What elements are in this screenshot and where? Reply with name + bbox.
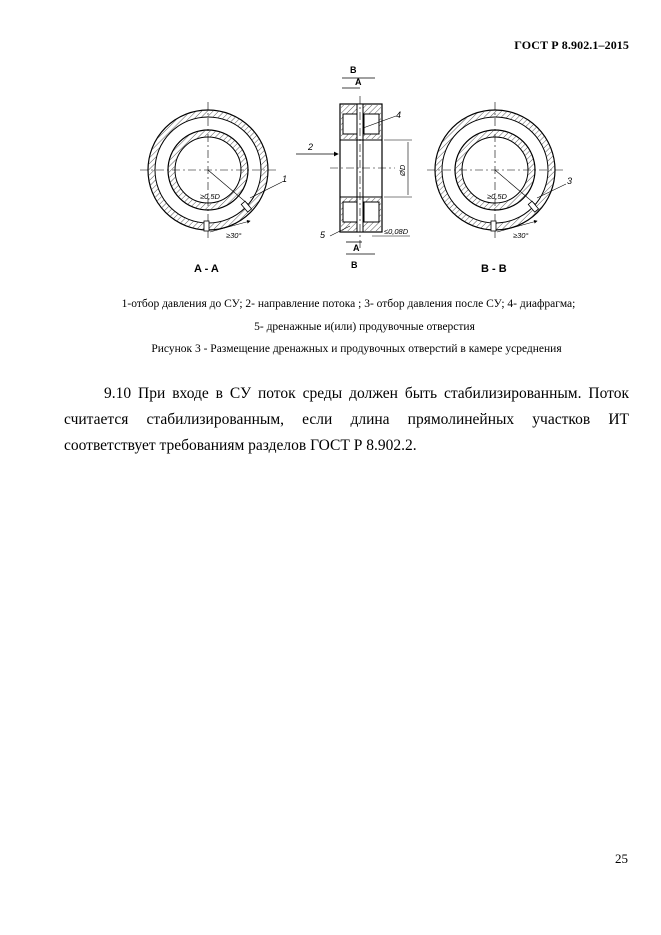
middle-section-view bbox=[296, 65, 412, 270]
right-callout-3: 3 bbox=[567, 176, 573, 186]
left-callout-1: 1 bbox=[282, 174, 288, 184]
middle-callout-5: 5 bbox=[320, 230, 326, 240]
left-angle-30: ≥30° bbox=[226, 231, 242, 240]
left-ring-view bbox=[140, 102, 287, 275]
middle-a-bottom: A bbox=[353, 243, 360, 253]
page-number: 25 bbox=[615, 851, 628, 866]
left-dim-half-d: ≥0,5D bbox=[200, 192, 220, 201]
middle-dim-d: ØD bbox=[398, 164, 407, 176]
right-ring-view bbox=[427, 102, 572, 275]
left-section-label: A - A bbox=[194, 263, 219, 275]
document-header: ГОСТ Р 8.902.1–2015 bbox=[514, 38, 629, 52]
figure-legend-line-2: 5- дренажные и(или) продувочные отверстия bbox=[254, 321, 475, 333]
middle-dim-gap: ≤0,08D bbox=[384, 227, 409, 236]
figure-legend-line-1: 1-отбор давления до СУ; 2- направление потока ; 3- отбор давления после СУ; 4- диафрагма; bbox=[121, 298, 576, 310]
right-dim-half-d: ≥0,5D bbox=[487, 192, 507, 201]
middle-b-bottom: B bbox=[351, 260, 358, 270]
middle-callout-4: 4 bbox=[396, 110, 402, 120]
right-section-label: B - B bbox=[481, 263, 507, 275]
technical-figure bbox=[0, 58, 661, 290]
right-angle-30: ≥30° bbox=[513, 231, 529, 240]
middle-a-top: A bbox=[355, 77, 362, 87]
figure-title: Рисунок 3 - Размещение дренажных и продувочных отверстий в камере усреднения bbox=[151, 343, 562, 355]
middle-b-top: B bbox=[350, 65, 357, 75]
middle-callout-2: 2 bbox=[308, 142, 314, 152]
body-section bbox=[64, 381, 629, 459]
body-paragraph: 9.10 При входе в СУ поток среды должен быть стабилизированным. Поток считается стабилизированным, если длина прямолинейных участков ИТ соответствует требованиям разделов ГОСТ Р 8.902.2. bbox=[64, 385, 629, 454]
